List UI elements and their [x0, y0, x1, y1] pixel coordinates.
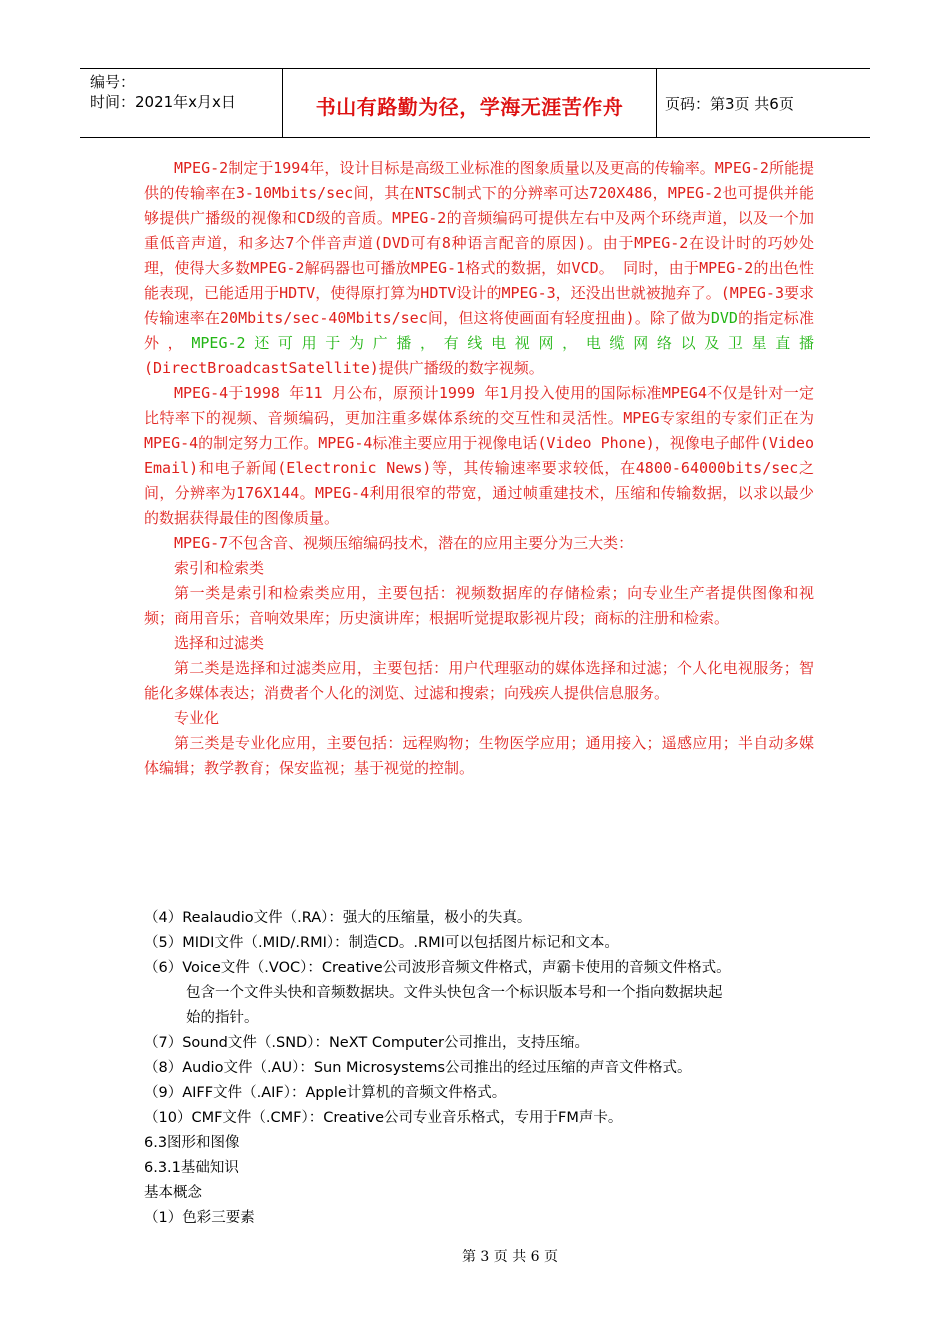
header-motto-cell — [283, 69, 657, 137]
category-3-text: 第三类是专业化应用，主要包括：远程购物；生物医学应用；通用接入；遥感应用；半自动多媒体编辑；教学教育；保安监视；基于视觉的控制。 — [144, 734, 814, 777]
category-3-title: 专业化 — [174, 709, 220, 727]
mpeg7-paragraph: MPEG-7不包含音、视频压缩编码技术，潜在的应用主要分为三大类： — [174, 534, 634, 552]
basic-concepts-heading: 基本概念 — [144, 1185, 202, 1201]
list-item: （7）Sound文件（.SND）：NeXT Computer公司推出，支持压缩。 — [144, 1035, 589, 1051]
header-page-cell — [657, 69, 870, 137]
category-1-text: 第一类是索引和检索类应用，主要包括：视频数据库的存储检索；向专业生产者提供图像和视频；商用音乐；音响效果库；历史演讲库；根据听觉提取影视片段；商标的注册和检索。 — [144, 584, 814, 627]
mpeg2-text-dvd: DVD — [710, 309, 738, 327]
list-item: （4）Realaudio文件（.RA）：强大的压缩量，极小的失真。 — [144, 910, 532, 926]
time-label: 时间：2021年x月x日 — [90, 93, 236, 111]
list-item: （6）Voice文件（.VOC）：Creative公司波形音频文件格式，声霸卡使用的音频文件格式。 — [144, 960, 731, 976]
category-1-title: 索引和检索类 — [174, 559, 265, 577]
motto: 书山有路勤为径，学海无涯苦作舟 — [315, 95, 624, 119]
list-item: （1）色彩三要素 — [144, 1210, 255, 1226]
main-content — [144, 156, 814, 781]
mpeg2-text-3: (DirectBroadcastSatellite)提供广播级的数字视频。 — [144, 359, 544, 377]
category-2-text: 第二类是选择和过滤类应用，主要包括：用户代理驱动的媒体选择和过滤；个人化电视服务；智能化多媒体表达；消费者个人化的浏览、过滤和搜索；向残疾人提供信息服务。 — [144, 659, 814, 702]
mpeg4-paragraph: MPEG-4于1998 年11 月公布，原预计1999 年1月投入使用的国际标准MPEG4不仅是针对一定比特率下的视频、音频编码，更加注重多媒体系统的交互性和灵活性。MPEG专家组的专家们正在为MPEG-4的制定努力工作。MPEG-4标准主要应用于视像电话(Video Phone)，视像电子邮件(Video Email)和电子新闻(Electronic News)等，其传输速率要求较低，在4800-64000bits/sec之间，分辨率为176X144。MPEG-4利用很窄的带宽，通过帧重建技术，压缩和传输数据，以求以最少的数据获得最佳的图像质量。 — [144, 384, 814, 527]
list-item-continuation: 始的指针。 — [186, 1010, 259, 1026]
mpeg2-paragraph — [144, 156, 814, 381]
page-footer: 第 3 页 共 6 页 — [461, 1249, 559, 1265]
subsection-heading: 6.3.1基础知识 — [144, 1160, 239, 1176]
section-heading: 6.3图形和图像 — [144, 1135, 240, 1151]
mpeg2-text-broadcast: MPEG-2还可用于为广播，有线电视网，电缆网络以及卫星直播 — [191, 334, 814, 352]
audio-format-list — [144, 906, 834, 1231]
list-item-continuation: 包含一个文件头快和音频数据块。文件头快包含一个标识版本号和一个指向数据块起 — [186, 985, 723, 1001]
page-info: 页码：第3页 共6页 — [665, 95, 794, 113]
category-2-title: 选择和过滤类 — [174, 634, 265, 652]
list-item: （10）CMF文件（.CMF）：Creative公司专业音乐格式，专用于FM声卡。 — [144, 1110, 623, 1126]
page-header — [80, 68, 870, 138]
number-label: 编号： — [90, 73, 136, 91]
list-item: （9）AIFF文件（.AIF）：Apple计算机的音频文件格式。 — [144, 1085, 507, 1101]
mpeg2-text-2: 的指定标准外， — [144, 309, 814, 352]
mpeg2-text-1: MPEG-2制定于1994年，设计目标是高级工业标准的图象质量以及更高的传输率。MPEG-2所能提供的传输率在3-10Mbits/sec间，其在NTSC制式下的分辨率可达720X486，MPEG-2也可提供并能够提供广播级的视像和CD级的音质。MPEG-2的音频编码可提供左右中及两个环绕声道，以及一个加重低音声道，和多达7个伴音声道(DVD可有8种语言配音的原因)。由于MPEG-2在设计时的巧妙处理，使得大多数MPEG-2解码器也可播放MPEG-1格式的数据，如VCD。 同时，由于MPEG-2的出色性能表现，已能适用于HDTV，使得原打算为HDTV设计的MPEG-3，还没出世就被抛弃了。(MPEG-3要求传输速率在20Mbits/sec-40Mbits/sec间，但这将使画面有轻度扭曲)。除了做为 — [144, 159, 814, 327]
list-item: （5）MIDI文件（.MID/.RMI）：制造CD。.RMI可以包括图片标记和文本。 — [144, 935, 619, 951]
header-left-cell — [80, 69, 283, 137]
list-item: （8）Audio文件（.AU）：Sun Microsystems公司推出的经过压缩的声音文件格式。 — [144, 1060, 692, 1076]
